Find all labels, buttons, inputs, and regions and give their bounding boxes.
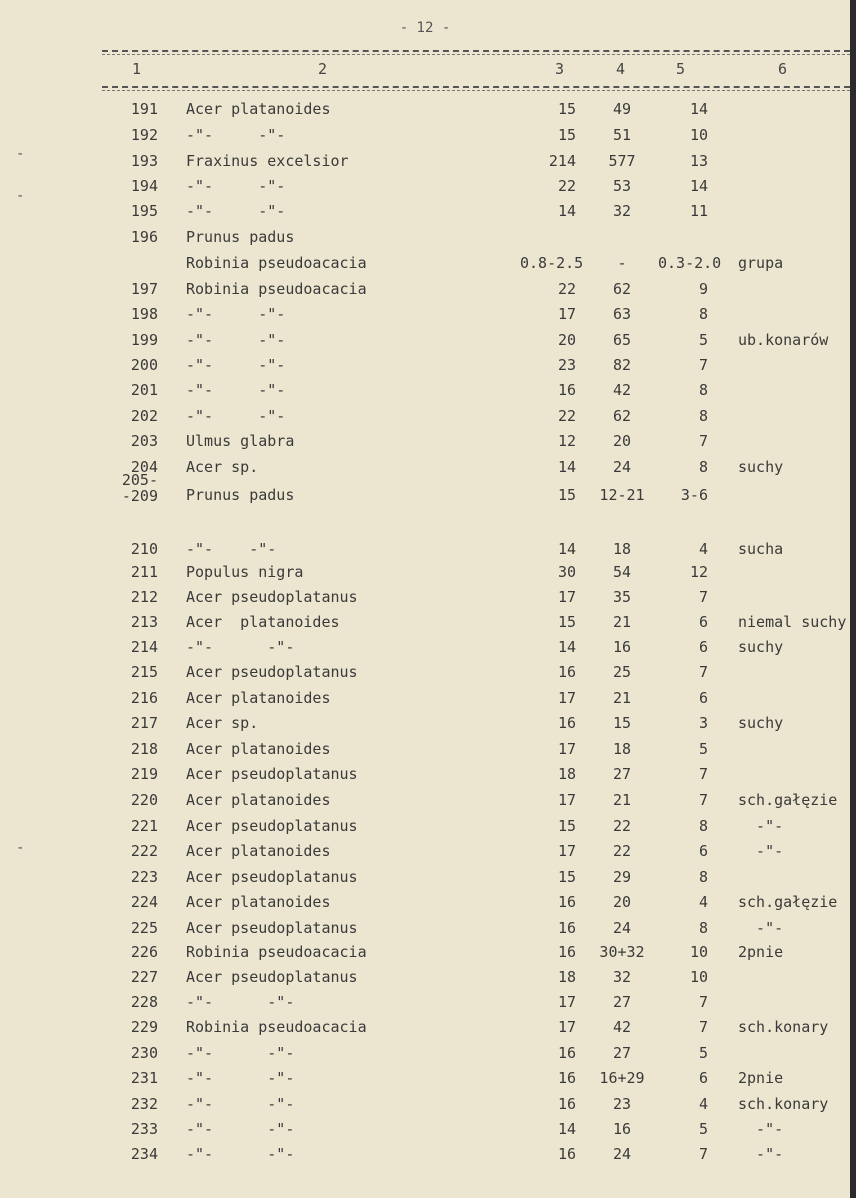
column-3-value: 14 [557, 1120, 576, 1138]
row-number: 224 [130, 893, 158, 911]
table-row [0, 356, 856, 380]
column-5-value: 8 [698, 305, 708, 323]
column-4-value: 16+29 [599, 1069, 645, 1087]
table-row [0, 432, 856, 456]
species-name: Acer pseudoplatanus [186, 868, 358, 886]
remarks: suchy [738, 714, 784, 732]
column-3-value: 214 [548, 152, 576, 170]
column-5-value: 14 [689, 100, 708, 118]
column-5-value: 10 [689, 126, 708, 144]
table-row [0, 791, 856, 815]
species-name: Acer platanoides [186, 689, 331, 707]
species-name: Acer sp. [186, 714, 259, 732]
column-5-value: 8 [698, 407, 708, 425]
column-5-value: 5 [698, 1120, 708, 1138]
species-name: Acer platanoides [186, 842, 331, 860]
table-row [0, 919, 856, 943]
species-name: Acer pseudoplatanus [186, 968, 358, 986]
column-3-value: 16 [557, 919, 576, 937]
remarks: sch.konary [738, 1018, 829, 1036]
table-row [0, 381, 856, 405]
column-3-value: 23 [557, 356, 576, 374]
column-5-value: 6 [698, 638, 708, 656]
table-row [0, 868, 856, 892]
table-row [0, 152, 856, 176]
row-number: 225 [130, 919, 158, 937]
table-row [0, 1095, 856, 1119]
header-rule-top-secondary [102, 54, 850, 55]
table-row [0, 1018, 856, 1042]
row-number: 226 [130, 943, 158, 961]
remarks: sch.gałęzie [738, 893, 838, 911]
column-5-value: 6 [698, 842, 708, 860]
species-name: Acer platanoides [186, 100, 331, 118]
row-number: 194 [130, 177, 158, 195]
column-5-value: 0.3-2.0 [658, 254, 722, 272]
column-4-value: 20 [612, 432, 632, 450]
remarks: suchy [738, 458, 784, 476]
table-row [0, 765, 856, 789]
column-3-value: 17 [557, 993, 576, 1011]
column-3-value: 15 [557, 100, 576, 118]
column-3-value: 14 [557, 540, 576, 558]
column-4-value: 54 [612, 563, 632, 581]
header-rule-bottom [102, 86, 850, 88]
column-4-value: 27 [612, 1044, 632, 1062]
column-4-value: 21 [612, 613, 632, 631]
species-name: -"- -"- [186, 202, 286, 220]
remarks: 2pnie [738, 943, 784, 961]
column-4-value: 24 [612, 919, 632, 937]
column-4-value: 15 [612, 714, 632, 732]
table-row [0, 842, 856, 866]
column-4-value: 12-21 [599, 486, 645, 504]
row-number: 223 [130, 868, 158, 886]
row-number: 202 [130, 407, 158, 425]
column-5-value: 7 [698, 663, 708, 681]
column-3-value: 16 [557, 1044, 576, 1062]
table-row [0, 1145, 856, 1169]
column-4-value: 30+32 [599, 943, 645, 961]
table-row [0, 943, 856, 967]
row-number: 197 [130, 280, 158, 298]
column-3-value: 15 [557, 868, 576, 886]
column-header-5: 5 [676, 60, 686, 78]
remarks: sch.konary [738, 1095, 829, 1113]
column-4-value: 21 [612, 689, 632, 707]
remarks: 2pnie [738, 1069, 784, 1087]
row-number: 234 [130, 1145, 158, 1163]
table-row [0, 407, 856, 431]
species-name: Prunus padus [186, 228, 295, 246]
row-number: 227 [130, 968, 158, 986]
species-name: -"- -"- [186, 1044, 295, 1062]
species-name: -"- -"- [186, 1145, 295, 1163]
column-4-value: 18 [612, 540, 632, 558]
column-5-value: 5 [698, 331, 708, 349]
table-row [0, 740, 856, 764]
column-5-value: 7 [698, 588, 708, 606]
column-5-value: 8 [698, 458, 708, 476]
column-4-value: 22 [612, 842, 632, 860]
column-3-value: 16 [557, 381, 576, 399]
page-number: - 12 - [399, 20, 451, 36]
column-4-value: 27 [612, 993, 632, 1011]
row-number: 218 [130, 740, 158, 758]
species-name: -"- -"- [186, 177, 286, 195]
remarks: niemal suchy [738, 613, 847, 631]
column-3-value: 16 [557, 663, 576, 681]
species-name: Robinia pseudoacacia [186, 254, 367, 272]
table-row [0, 663, 856, 687]
column-header-2: 2 [318, 60, 328, 78]
column-3-value: 15 [557, 817, 576, 835]
column-3-value: 22 [557, 280, 576, 298]
column-3-value: 20 [557, 331, 576, 349]
column-5-value: 9 [698, 280, 708, 298]
margin-mark: - [16, 146, 25, 162]
table-row [0, 689, 856, 713]
row-number: 191 [130, 100, 158, 118]
species-name: Acer pseudoplatanus [186, 919, 358, 937]
column-4-value: 22 [612, 817, 632, 835]
column-3-value: 22 [557, 177, 576, 195]
row-number: 198 [130, 305, 158, 323]
column-5-value: 6 [698, 613, 708, 631]
column-header-4: 4 [616, 60, 626, 78]
species-name: -"- -"- [186, 540, 277, 558]
species-name: Populus nigra [186, 563, 304, 581]
species-name: -"- -"- [186, 1095, 295, 1113]
table-row [0, 613, 856, 637]
row-number: 219 [130, 765, 158, 783]
column-3-value: 14 [557, 458, 576, 476]
column-3-value: 17 [557, 305, 576, 323]
column-3-value: 15 [557, 126, 576, 144]
margin-mark: - [16, 840, 25, 856]
table-row [0, 177, 856, 201]
remarks: sucha [738, 540, 784, 558]
species-name: Acer pseudoplatanus [186, 663, 358, 681]
column-4-value: 24 [612, 1145, 632, 1163]
species-name: Robinia pseudoacacia [186, 280, 367, 298]
row-number: 230 [130, 1044, 158, 1062]
column-3-value: 17 [557, 588, 576, 606]
row-number: 195 [130, 202, 158, 220]
table-row [0, 563, 856, 587]
column-3-value: 0.8-2.5 [520, 254, 584, 272]
row-number: 231 [130, 1069, 158, 1087]
remarks: suchy [738, 638, 784, 656]
row-number: 222 [130, 842, 158, 860]
table-row [0, 471, 856, 510]
column-5-value: 5 [698, 740, 708, 758]
header-rule-bottom-secondary [102, 90, 850, 91]
row-number: 215 [130, 663, 158, 681]
row-number: 193 [130, 152, 158, 170]
table-row [0, 1120, 856, 1144]
column-5-value: 7 [698, 791, 708, 809]
column-4-value: 62 [612, 407, 632, 425]
column-5-value: 3-6 [680, 486, 708, 504]
remarks: -"- [738, 817, 784, 835]
table-row [0, 126, 856, 150]
table-row [0, 540, 856, 564]
column-header-6: 6 [778, 60, 788, 78]
species-name: -"- -"- [186, 356, 286, 374]
column-5-value: 4 [698, 893, 708, 911]
species-name: Acer pseudoplatanus [186, 817, 358, 835]
species-name: -"- -"- [186, 381, 286, 399]
column-4-value: 42 [612, 1018, 632, 1036]
species-name: -"- -"- [186, 1120, 295, 1138]
column-3-value: 15 [557, 613, 576, 631]
column-4-value: 32 [612, 968, 632, 986]
species-name: Robinia pseudoacacia [186, 943, 367, 961]
column-4-value: 577 [608, 152, 636, 170]
remarks: ub.konarów [738, 331, 829, 349]
table-row [0, 280, 856, 304]
species-name: Acer platanoides [186, 791, 331, 809]
row-number: 212 [130, 588, 158, 606]
row-number: 214 [130, 638, 158, 656]
column-3-value: 16 [557, 1145, 576, 1163]
column-5-value: 6 [698, 1069, 708, 1087]
column-3-value: 17 [557, 1018, 576, 1036]
row-number: 200 [130, 356, 158, 374]
column-4-value: 32 [612, 202, 632, 220]
row-number: 233 [130, 1120, 158, 1138]
column-3-value: 18 [557, 968, 576, 986]
species-name: -"- -"- [186, 331, 286, 349]
table-row [0, 100, 856, 124]
column-4-value: 65 [612, 331, 632, 349]
species-name: Acer pseudoplatanus [186, 588, 358, 606]
row-number: 210 [130, 540, 158, 558]
table-row [0, 228, 856, 252]
column-5-value: 8 [698, 381, 708, 399]
column-5-value: 13 [689, 152, 708, 170]
table-row [0, 893, 856, 917]
column-5-value: 10 [689, 968, 708, 986]
column-5-value: 8 [698, 868, 708, 886]
column-5-value: 7 [698, 1145, 708, 1163]
column-4-value: 53 [612, 177, 632, 195]
column-4-value: 51 [612, 126, 632, 144]
column-3-value: 15 [557, 486, 576, 504]
table-row [0, 638, 856, 662]
column-4-value: 16 [612, 1120, 632, 1138]
row-number: 203 [130, 432, 158, 450]
table-row [0, 202, 856, 226]
column-5-value: 11 [689, 202, 708, 220]
column-5-value: 12 [689, 563, 708, 581]
remarks: -"- [738, 919, 784, 937]
species-name: Acer platanoides [186, 613, 340, 631]
column-5-value: 7 [698, 1018, 708, 1036]
column-5-value: 7 [698, 993, 708, 1011]
row-number: 229 [130, 1018, 158, 1036]
species-name: Acer sp. [186, 458, 259, 476]
row-number: 199 [130, 331, 158, 349]
table-row [0, 1044, 856, 1068]
column-5-value: 4 [698, 540, 708, 558]
species-name: Acer platanoides [186, 893, 331, 911]
column-5-value: 4 [698, 1095, 708, 1113]
row-number: 196 [130, 228, 158, 246]
column-4-value: 27 [612, 765, 632, 783]
row-number: 216 [130, 689, 158, 707]
table-row [0, 817, 856, 841]
species-name: -"- -"- [186, 407, 286, 425]
remarks: sch.gałęzie [738, 791, 838, 809]
column-5-value: 3 [698, 714, 708, 732]
row-number: 232 [130, 1095, 158, 1113]
column-5-value: 7 [698, 356, 708, 374]
column-3-value: 22 [557, 407, 576, 425]
column-4-value: 62 [612, 280, 632, 298]
row-number: 204 [130, 458, 158, 476]
column-3-value: 14 [557, 638, 576, 656]
species-name: -"- -"- [186, 638, 295, 656]
row-number: 201 [130, 381, 158, 399]
column-4-value: 49 [612, 100, 632, 118]
column-3-value: 17 [557, 842, 576, 860]
column-5-value: 8 [698, 817, 708, 835]
remarks: -"- [738, 842, 784, 860]
species-name: Acer platanoides [186, 740, 331, 758]
column-4-value: 63 [612, 305, 632, 323]
species-name: -"- -"- [186, 993, 295, 1011]
row-number: 217 [130, 714, 158, 732]
column-5-value: 10 [689, 943, 708, 961]
species-name: -"- -"- [186, 305, 286, 323]
remarks: -"- [738, 1120, 784, 1138]
column-3-value: 17 [557, 791, 576, 809]
column-5-value: 5 [698, 1044, 708, 1062]
table-row [0, 331, 856, 355]
column-5-value: 8 [698, 919, 708, 937]
column-4-value: 42 [612, 381, 632, 399]
table-row [0, 588, 856, 612]
column-3-value: 30 [557, 563, 576, 581]
species-name: Robinia pseudoacacia [186, 1018, 367, 1036]
column-4-value: 20 [612, 893, 632, 911]
remarks: grupa [738, 254, 784, 272]
column-4-value: 21 [612, 791, 632, 809]
table-row [0, 993, 856, 1017]
column-3-value: 16 [557, 943, 576, 961]
remarks: -"- [738, 1145, 784, 1163]
row-number: 228 [130, 993, 158, 1011]
column-5-value: 14 [689, 177, 708, 195]
header-rule-top [102, 50, 850, 52]
margin-mark: - [16, 188, 25, 204]
column-3-value: 12 [557, 432, 576, 450]
table-row [0, 714, 856, 738]
column-4-value: - [617, 254, 627, 272]
species-name: Acer pseudoplatanus [186, 765, 358, 783]
row-number: 221 [130, 817, 158, 835]
column-3-value: 16 [557, 714, 576, 732]
species-name: Prunus padus [186, 486, 295, 504]
column-5-value: 7 [698, 765, 708, 783]
species-name: -"- -"- [186, 126, 286, 144]
column-4-value: 82 [612, 356, 632, 374]
column-header-1: 1 [132, 60, 142, 78]
column-header-3: 3 [555, 60, 565, 78]
column-4-value: 16 [612, 638, 632, 656]
column-4-value: 29 [612, 868, 632, 886]
column-5-value: 6 [698, 689, 708, 707]
row-number: 220 [130, 791, 158, 809]
table-row [0, 968, 856, 992]
table-row [0, 305, 856, 329]
column-3-value: 17 [557, 689, 576, 707]
row-number: 205- -209 [121, 471, 158, 505]
column-4-value: 35 [612, 588, 632, 606]
table-row [0, 254, 856, 278]
column-4-value: 18 [612, 740, 632, 758]
column-3-value: 18 [557, 765, 576, 783]
column-3-value: 16 [557, 1095, 576, 1113]
column-5-value: 7 [698, 432, 708, 450]
row-number: 192 [130, 126, 158, 144]
column-4-value: 24 [612, 458, 632, 476]
column-3-value: 14 [557, 202, 576, 220]
species-name: -"- -"- [186, 1069, 295, 1087]
column-3-value: 16 [557, 893, 576, 911]
species-name: Fraxinus excelsior [186, 152, 349, 170]
column-3-value: 16 [557, 1069, 576, 1087]
table-row [0, 1069, 856, 1093]
column-3-value: 17 [557, 740, 576, 758]
row-number: 213 [130, 613, 158, 631]
column-4-value: 25 [612, 663, 632, 681]
row-number: 211 [130, 563, 158, 581]
species-name: Ulmus glabra [186, 432, 295, 450]
column-4-value: 23 [612, 1095, 632, 1113]
